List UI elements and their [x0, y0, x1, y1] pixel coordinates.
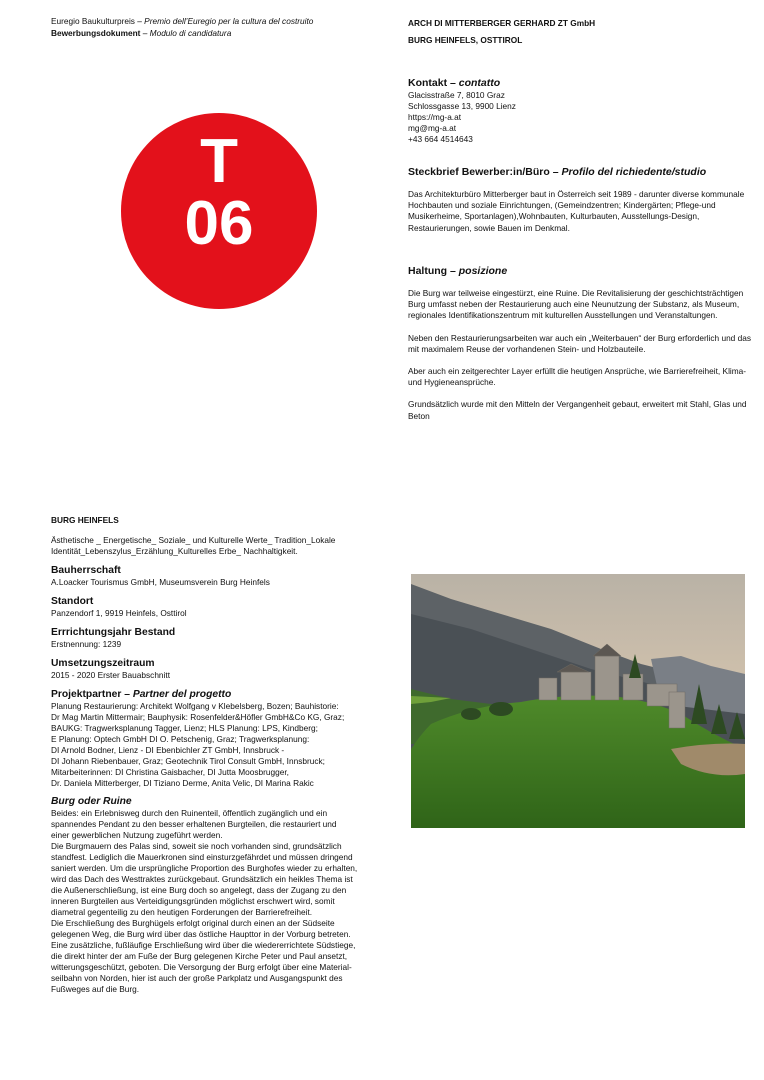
client-value: A.Loacker Tourismus GmbH, Museumsverein Burg Heinfels	[51, 577, 270, 587]
doc-title: Bewerbungsdokument	[51, 28, 141, 38]
stance-paragraph: Aber auch ein zeitgerechter Layer erfüllt die heutigen Ansprüche, wie Barrierefreiheit, Klima- und Hygieneansprüche.	[408, 366, 747, 388]
partners-label	[51, 689, 391, 701]
header-left	[51, 15, 391, 39]
badge-number: 06	[184, 189, 254, 258]
prize-title-italian: – Premio dell’Euregio per la cultura del costruito	[134, 16, 314, 26]
ruin-line: Eine zusätzliche, fußläufige Erschließung wird über die wiedererrichtete Südstiege,	[51, 940, 356, 950]
partners-line: Planung Restaurierung: Architekt Wolfgang v Klebelsberg, Bozen; Bauhistorie:	[51, 701, 339, 711]
badge-letter: T	[200, 127, 238, 196]
profile-title	[408, 166, 753, 179]
ruin-line: inneren Burgteilen aus Verteidigungsgründen möglichst erschwert wird, somit	[51, 896, 335, 906]
ruin-line: witterungsgeschützt, geboten. Die Versorgung der Burg erfolgt über eine Material-	[51, 962, 352, 972]
ruin-line: die direkt hinter der am Fuße der Burg gelegenen Kirche Peter und Paul ansetzt,	[51, 951, 348, 961]
partners-line: DI Johann Riebenbauer, Graz; Geotechnik Tirol Consult GmbH, Innsbruck;	[51, 756, 325, 766]
stance-paragraph: Grundsätzlich wurde mit den Mitteln der Vergangenheit gebaut, erweitert mit Stahl, Glas und Beton	[408, 399, 747, 421]
ruin-line: Die Erschließung des Burghügels erfolgt original durch einen an der Südseite	[51, 918, 335, 928]
profile-section	[408, 166, 753, 234]
period-value: 2015 - 2020 Erster Bauabschnitt	[51, 670, 170, 680]
profile-title-it: – Profilo del richiedente/studio	[549, 166, 707, 178]
ruin-line: spannendes Pendant zu den besser erhaltenen Burgteilen, die restauriert und	[51, 819, 337, 829]
ruin-line: Beides: ein Erlebnisweg durch den Ruinenteil, öffentlich zugänglich und ein	[51, 808, 328, 818]
location-label: Standort	[51, 596, 94, 607]
contact-title	[408, 77, 748, 90]
stance-title-de: Haltung	[408, 265, 448, 277]
stance-title-it: – posizione	[447, 265, 508, 277]
stance-section	[408, 265, 753, 422]
location-value: Panzendorf 1, 9919 Heinfels, Osttirol	[51, 608, 187, 618]
partners-line: Dr Mag Martin Mittermair; Bauphysik: Rosenfelder&Höfler GmbH&Co KG, Graz;	[51, 712, 345, 722]
partners-line: Dr. Daniela Mitterberger, DI Tiziano Derme, Anita Velic, DI Marina Rakic	[51, 778, 314, 788]
contact-title-it: – contatto	[447, 77, 501, 89]
ruin-text	[51, 808, 391, 995]
partners-line: E Planung: Optech GmbH DI O. Petschenig, Graz; Tragwerksplanung:	[51, 734, 310, 744]
ruin-line: Die Burgmauern des Palas sind, soweit sie noch vorhanden sind, grundsätzlich	[51, 841, 342, 851]
ruin-line: Fußweges auf die Burg.	[51, 984, 140, 994]
client-label: Bauherrschaft	[51, 565, 121, 576]
project-details	[51, 515, 391, 995]
year-label: Errrichtungsjahr Bestand	[51, 627, 176, 638]
ruin-line: diametral gegenteilig zu den heutigen Forderungen der Barrierefreiheit.	[51, 907, 313, 917]
profile-text: Das Architekturbüro Mitterberger baut in Österreich seit 1989 - darunter diverse kommunale Hochbauten und soziale Einrichtungen, (Gemeindzentren; Kindergärten; Pflege-und Musikerheime, Sportanlagen),Wohnbauten, Kulturbauten, Ausstellungs-Design, Restaurierungen, sowie Bauen im Denkmal.	[408, 189, 745, 233]
ruin-line: wird das Dach des Westtraktes zurückgebaut. Grundsätzlich ein heikles Thema ist	[51, 874, 353, 884]
prize-title: Euregio Baukulturpreis	[51, 16, 135, 26]
header-right	[408, 15, 748, 49]
ruin-line: gelegenen Weg, die Burg wird über das östliche Haupttor in der Vorburg betreten.	[51, 929, 351, 939]
contact-title-de: Kontakt	[408, 77, 448, 89]
ruin-line: seilbahn von Norden, hier ist auch der große Parkplatz und Ausgangspunkt des	[51, 973, 343, 983]
stance-title	[408, 265, 753, 278]
project-keywords: Ästhetische _ Energetische_ Soziale_ und Kulturelle Werte_ Tradition_Lokale Identität_Lebenszylus_Erzählung_Kulturelles Erbe_ Nachhaltigkeit.	[51, 535, 336, 556]
partners-list	[51, 701, 391, 789]
contact-address-2: Schlossgasse 13, 9900 Lienz	[408, 101, 516, 111]
header-doc-line	[51, 27, 391, 39]
contact-section	[408, 77, 748, 145]
partners-label-de: Projektpartner	[51, 689, 122, 700]
header-prize-line	[51, 15, 391, 27]
ruin-title: Burg oder Ruine	[51, 796, 132, 807]
partners-label-it: – Partner del progetto	[121, 689, 232, 700]
year-value: Erstnennung: 1239	[51, 639, 122, 649]
doc-title-italian: – Modulo di candidatura	[140, 28, 232, 38]
contact-email[interactable]: mg@mg-a.at	[408, 123, 457, 133]
contact-phone: +43 664 4514643	[408, 134, 473, 144]
partners-line: BAUKG: Tragwerksplanung Tagger, Lienz; HLS Planung: LPS, Kindberg;	[51, 723, 318, 733]
contact-website[interactable]: https://mg-a.at	[408, 112, 462, 122]
profile-title-de: Steckbrief Bewerber:in/Büro	[408, 166, 550, 178]
ruin-line: einer gewerblichen Nutzung zugeführt werden.	[51, 830, 223, 840]
partners-line: Mitarbeiterinnen: DI Christina Gaisbacher, DI Jutta Moosbrugger,	[51, 767, 289, 777]
ruin-line: saniert werden. Um die ursprüngliche Proportion des Burghofes wieder zu erhalten,	[51, 863, 358, 873]
category-badge	[121, 113, 317, 309]
contact-address-1: Glacisstraße 7, 8010 Graz	[408, 90, 505, 100]
firm-name: ARCH DI MITTERBERGER GERHARD ZT GmbH	[408, 18, 596, 28]
stance-paragraph: Die Burg war teilweise eingestürzt, eine Ruine. Die Revitalisierung der geschichtsträchtigen Burg umfasst neben der Restaurierung auch eine Neunutzung der Substanz, als Museum, regionales Identifikationszentrum mit kulturellen Ausstellungen und Veranstaltungen.	[408, 288, 744, 321]
castle-photo	[411, 574, 745, 828]
project-name: BURG HEINFELS	[51, 515, 119, 525]
partners-line: DI Arnold Bodner, Lienz - DI Ebenbichler ZT GmbH, Innsbruck -	[51, 745, 285, 755]
period-label: Umsetzungszeitraum	[51, 658, 155, 669]
project-location-title: BURG HEINFELS, OSTTIROL	[408, 35, 523, 45]
ruin-line: standfest. Lediglich die Mauerkronen sind einsturzgefährdet und müssen dringend	[51, 852, 353, 862]
ruin-line: die Außenerschließung, ist eine Burg doch so angelegt, dass der Zugang zu den	[51, 885, 347, 895]
stance-paragraph: Neben den Restaurierungsarbeiten war auch ein „Weiterbauen“ der Burg erforderlich und das mit maximalem Reuse der vorhandenen Stein- und Holzbauteile.	[408, 332, 751, 354]
